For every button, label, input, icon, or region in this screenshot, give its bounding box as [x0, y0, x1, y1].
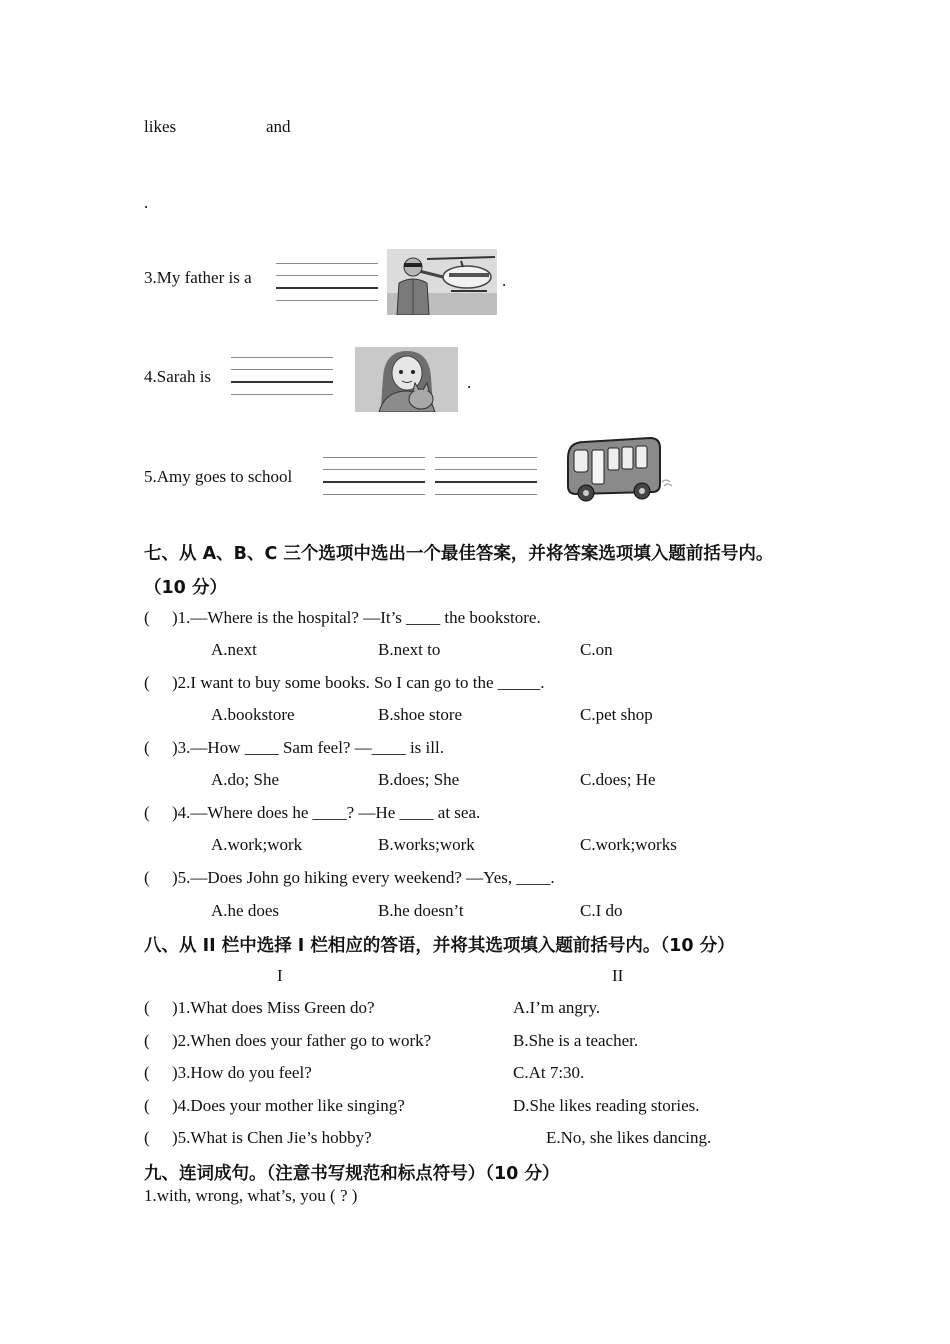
option-a: A.next	[211, 640, 257, 659]
answer-paren[interactable]: (	[144, 1063, 150, 1082]
match-question: )1.What does Miss Green do?	[172, 998, 375, 1017]
match-answer: C.At 7:30.	[513, 1063, 585, 1082]
q5-writing-grid-1[interactable]	[323, 457, 425, 495]
question-text: )5.—Does John go hiking every weekend? —Yes, ____.	[172, 868, 555, 887]
q5-writing-grid-2[interactable]	[435, 457, 537, 495]
option-c: C.pet shop	[580, 705, 653, 724]
column-header-ii: II	[612, 966, 624, 985]
option-a: A.bookstore	[211, 705, 295, 724]
match-question: )4.Does your mother like singing?	[172, 1096, 405, 1115]
option-a: A.do; She	[211, 770, 279, 789]
section7-score: （10 分）	[144, 578, 227, 598]
q4-writing-grid[interactable]	[231, 357, 333, 395]
option-b: B.he doesn’t	[378, 901, 464, 920]
match-answer: E.No, she likes dancing.	[546, 1128, 712, 1147]
section9-question-1: 1.with, wrong, what’s, you ( ? )	[144, 1186, 358, 1205]
q3-text: 3.My father is a	[144, 268, 252, 287]
pilot-helicopter-picture	[387, 249, 497, 315]
match-answer: B.She is a teacher.	[513, 1031, 639, 1050]
question-text: )1.—Where is the hospital? —It’s ____ the bookstore.	[172, 608, 541, 627]
match-question: )3.How do you feel?	[172, 1063, 312, 1082]
section9-title: 九、连词成句。（注意书写规范和标点符号）（10 分）	[144, 1164, 560, 1184]
answer-paren[interactable]: (	[144, 1128, 150, 1147]
answer-paren[interactable]: (	[144, 673, 150, 692]
match-answer: A.I’m angry.	[513, 998, 601, 1017]
q4-end-period: .	[467, 373, 472, 392]
question-text: )4.—Where does he ____? —He ____ at sea.	[172, 803, 481, 822]
option-a: A.work;work	[211, 835, 303, 854]
section8-title: 八、从 II 栏中选择 I 栏相应的答语，并将其选项填入题前括号内。（10 分）	[144, 936, 735, 956]
option-b: B.shoe store	[378, 705, 463, 724]
match-question: )5.What is Chen Jie’s hobby?	[172, 1128, 372, 1147]
section7-title: 七、从 A、B、C 三个选项中选出一个最佳答案，并将答案选项填入题前括号内。	[144, 544, 774, 564]
q4-text: 4.Sarah is	[144, 367, 212, 386]
column-header-i: I	[277, 966, 283, 985]
question-text: )2.I want to buy some books. So I can go to the _____.	[172, 673, 545, 692]
question-text: )3.—How ____ Sam feel? —____ is ill.	[172, 738, 444, 757]
match-question: )2.When does your father go to work?	[172, 1031, 432, 1050]
option-b: B.next to	[378, 640, 441, 659]
answer-paren[interactable]: (	[144, 1096, 150, 1115]
answer-paren[interactable]: (	[144, 803, 150, 822]
match-answer: D.She likes reading stories.	[513, 1096, 700, 1115]
option-b: B.does; She	[378, 770, 460, 789]
option-c: C.work;works	[580, 835, 677, 854]
option-a: A.he does	[211, 901, 279, 920]
option-c: C.does; He	[580, 770, 656, 789]
girl-holding-cat-picture	[355, 347, 458, 412]
option-c: C.I do	[580, 901, 623, 920]
q3-writing-grid[interactable]	[276, 263, 378, 301]
option-b: B.works;work	[378, 835, 475, 854]
answer-paren[interactable]: (	[144, 998, 150, 1017]
q3-end-period: .	[502, 271, 507, 290]
answer-paren[interactable]: (	[144, 868, 150, 887]
q5-text: 5.Amy goes to school	[144, 467, 293, 486]
option-c: C.on	[580, 640, 613, 659]
answer-paren[interactable]: (	[144, 1031, 150, 1050]
fragment-period: .	[144, 193, 149, 212]
answer-paren[interactable]: (	[144, 608, 150, 627]
fragment-word-and: and	[266, 117, 291, 136]
fragment-word-likes: likes	[144, 117, 177, 136]
answer-paren[interactable]: (	[144, 738, 150, 757]
bus-picture	[562, 436, 677, 504]
